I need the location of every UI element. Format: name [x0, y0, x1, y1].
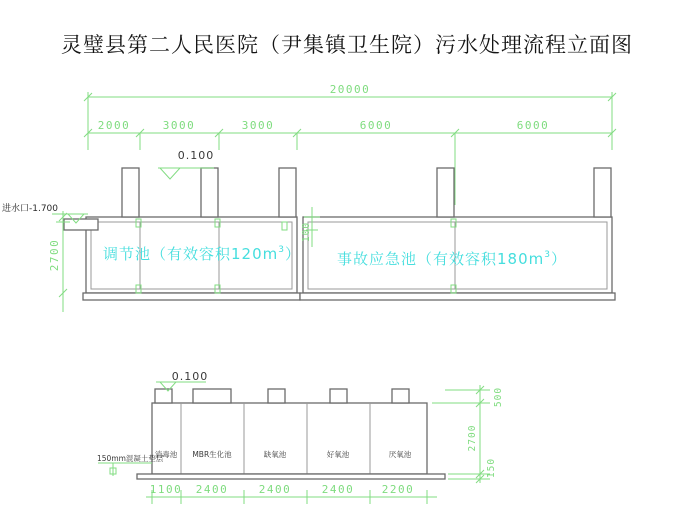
lower-elevation-mark: 0.100	[171, 370, 209, 383]
dim-seg-3000b: 3000	[241, 119, 275, 132]
lower-width-dims	[146, 483, 437, 504]
lower-riser-4	[392, 389, 409, 403]
dim-total-20000: 20000	[329, 83, 371, 96]
lower-dim-2700: 2700	[467, 424, 478, 452]
upper-tanks	[64, 168, 615, 300]
dim-2200: 2200	[381, 483, 415, 496]
dim-seg-3000a: 3000	[162, 119, 196, 132]
lower-riser-3	[330, 389, 347, 403]
regulation-tank-label: 调节池（有效容积$120m^3$）	[103, 245, 301, 263]
upper-dimension-lines	[84, 83, 616, 205]
riser-2	[201, 168, 218, 217]
lower-height-dims	[432, 385, 504, 483]
inlet-label: 进水口-1.700	[2, 204, 59, 214]
lower-riser-1	[155, 389, 172, 403]
riser-4	[437, 168, 454, 217]
lower-tank	[137, 389, 445, 479]
emergency-tank-label: 事故应急池（有效容积$180m^3$）	[337, 250, 567, 268]
upper-height-dim: 2700	[48, 238, 61, 272]
dim-seg-6000a: 6000	[359, 119, 393, 132]
dim-seg-2000: 2000	[97, 119, 131, 132]
emergency-tank-base-slab	[300, 293, 615, 300]
treatment-tank-outline	[152, 403, 427, 474]
riser-1	[122, 168, 139, 217]
drawing-title: 灵璧县第二人民医院（尹集镇卫生院）污水处理流程立面图	[61, 33, 633, 57]
dim-2400b: 2400	[258, 483, 292, 496]
base-slab-note: 150mm混凝土垫层	[97, 454, 164, 463]
riser-3	[279, 168, 296, 217]
lower-dim-500: 500	[493, 386, 504, 408]
lower-riser-2	[268, 389, 285, 403]
dim-2400a: 2400	[195, 483, 229, 496]
freeboard-dim: 100	[301, 221, 312, 243]
upper-elevation-mark: 0.100	[177, 149, 215, 162]
compartment-label-3: 缺氧池	[263, 450, 287, 459]
riser-5	[594, 168, 611, 217]
lower-dim-150: 150	[486, 457, 497, 479]
dim-1100: 1100	[149, 483, 183, 496]
compartment-label-2: MBR生化池	[192, 450, 232, 459]
dim-seg-6000b: 6000	[516, 119, 550, 132]
compartment-label-1: 消毒池	[154, 450, 178, 459]
compartment-label-4: 好氧池	[326, 450, 350, 459]
compartment-label-5: 厌氧池	[388, 450, 412, 459]
dim-2400c: 2400	[321, 483, 355, 496]
inlet-pipe	[64, 219, 98, 230]
regulation-tank-base-slab	[83, 293, 300, 300]
lower-hatch	[193, 389, 231, 403]
lower-base-slab	[137, 474, 445, 479]
